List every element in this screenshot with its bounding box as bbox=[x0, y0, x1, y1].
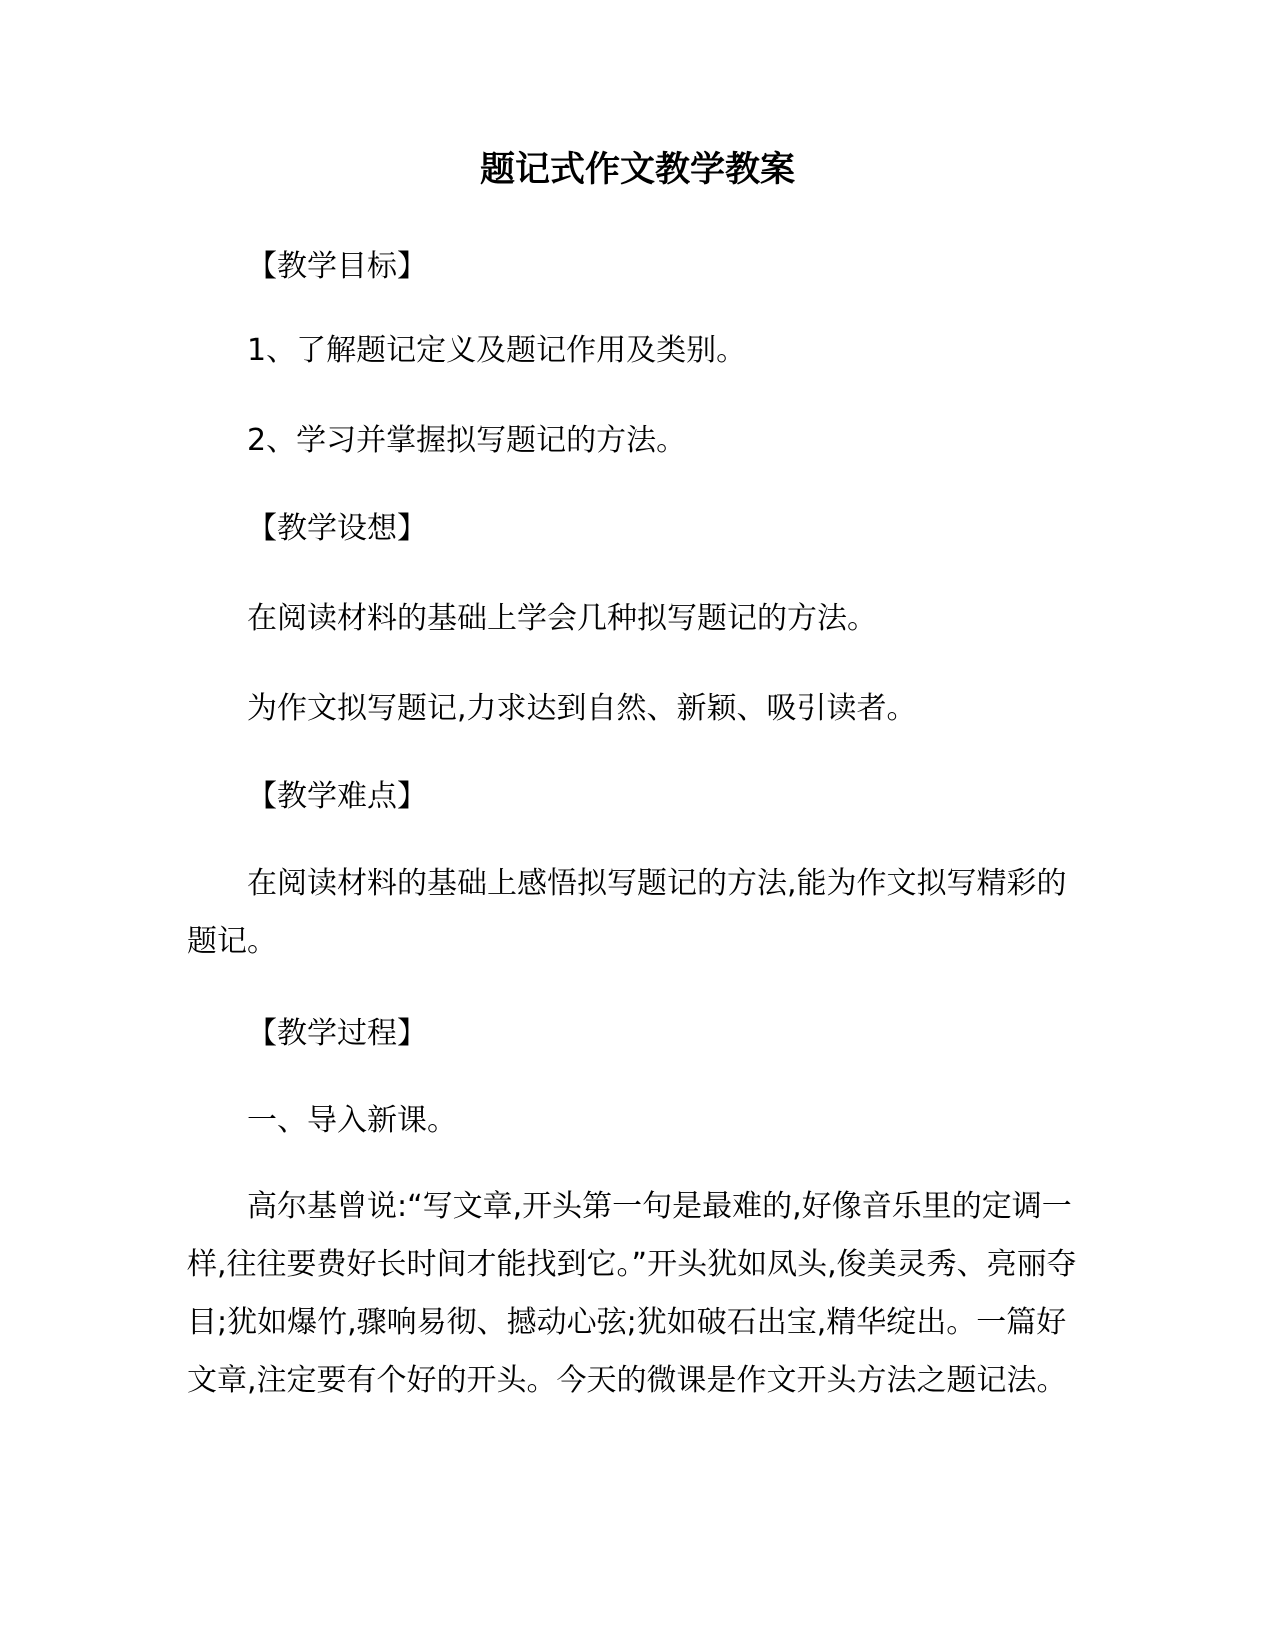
design-paragraph-2: 为作文拟写题记,力求达到自然、新颖、吸引读者。 bbox=[247, 691, 917, 726]
intro-paragraph: 高尔基曾说:“写文章,开头第一句是最难的,好像音乐里的定调一样,往往要费好长时间才能找到它。”开头犹如凤头,俊美灵秀、亮丽夺目;犹如爆竹,骤响易彻、撼动心弦;犹如破石出宝,精华绽出。一篇好文章,注定要有个好的开头。今天的微课是作文开头方法之题记法。 bbox=[187, 1189, 1077, 1398]
objective-item-2: 2、学习并掌握拟写题记的方法。 bbox=[247, 423, 687, 458]
section-heading-design: 【教学设想】 bbox=[247, 511, 427, 546]
difficulty-paragraph: 在阅读材料的基础上感悟拟写题记的方法,能为作文拟写精彩的题记。 bbox=[187, 866, 1067, 959]
section-heading-process: 【教学过程】 bbox=[247, 1016, 427, 1051]
objective-item-1: 1、了解题记定义及题记作用及类别。 bbox=[247, 333, 747, 368]
process-step-1: 一、导入新课。 bbox=[247, 1103, 457, 1138]
document-title: 题记式作文教学教案 bbox=[479, 149, 795, 190]
section-heading-difficulty: 【教学难点】 bbox=[247, 779, 427, 814]
design-paragraph-1: 在阅读材料的基础上学会几种拟写题记的方法。 bbox=[247, 601, 877, 636]
section-heading-objectives: 【教学目标】 bbox=[247, 249, 427, 284]
